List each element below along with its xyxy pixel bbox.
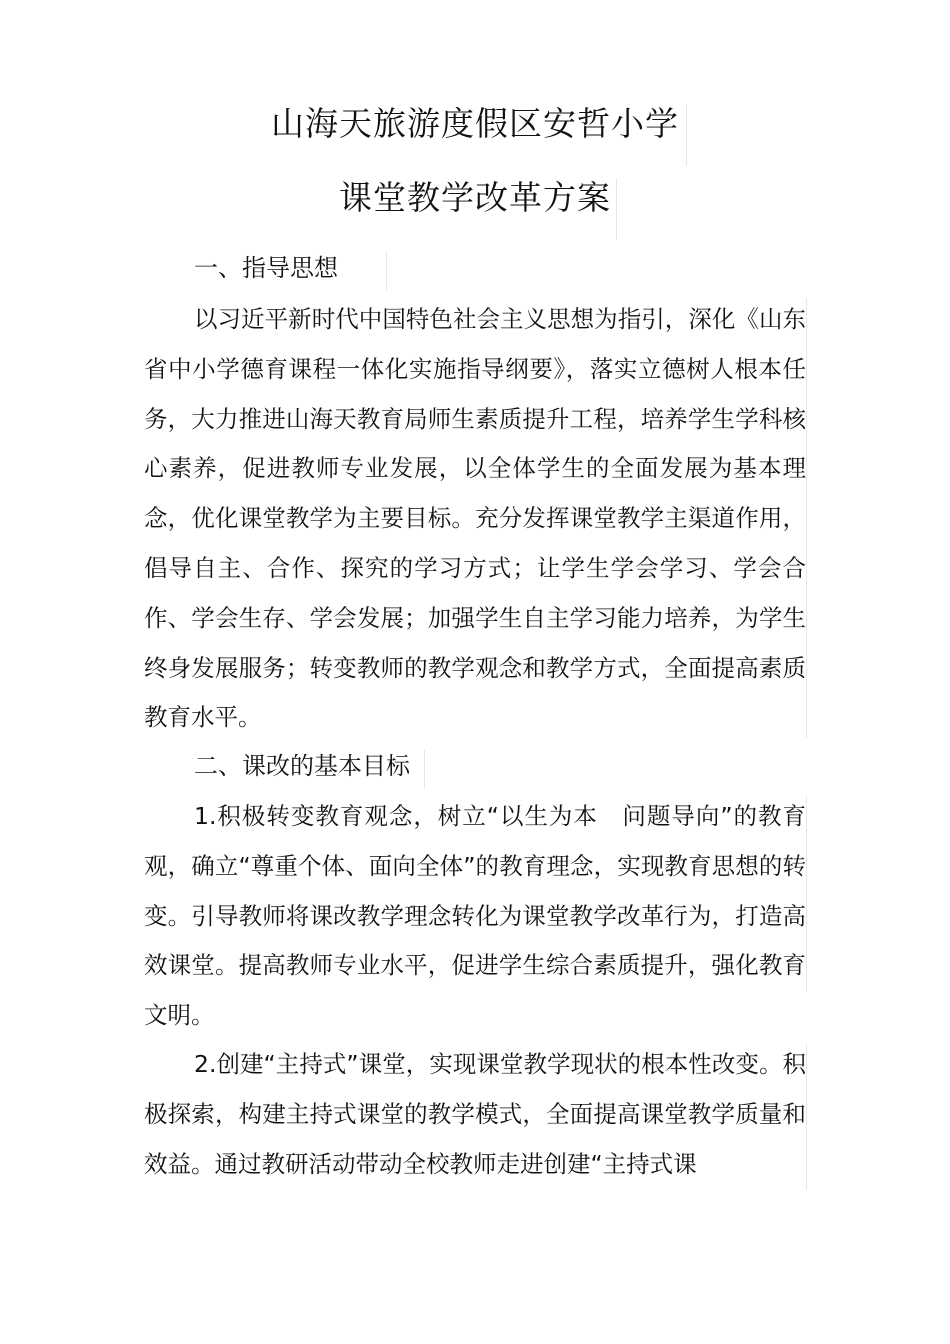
document-title-line1: 山海天旅游度假区安哲小学	[271, 104, 679, 143]
paragraph-goal-2: 2.创建“主持式”课堂，实现课堂教学现状的根本性改变。积极探索，构建主持式课堂的教学模式，全面提高课堂教学质量和效益。通过教研活动带动全校教师走进创建“主持式课	[144, 1050, 806, 1178]
scan-line	[806, 1044, 807, 1190]
scan-line	[616, 178, 617, 240]
paragraph-guiding-thought: 以习近平新时代中国特色社会主义思想为指引，深化《山东省中小学德育课程一体化实施指导纲要》，落实立德树人根本任务，大力推进山海天教育局师生素质提升工程，培养学生学科核心素养，促进教师专业发展，以全体学生的全面发展为基本理念，优化课堂教学为主要目标。充分发挥课堂教学主渠道作用，倡导自主、合作、探究的学习方式；让学生学会学习、学会合作、学会生存、学会发展；加强学生自主学习能力培养，为学生终身发展服务；转变教师的教学观念和教学方式，全面提高素质教育水平。	[144, 305, 806, 732]
document-title-line2: 课堂教学改革方案	[339, 178, 611, 217]
scan-line	[686, 104, 687, 166]
scan-line	[424, 750, 425, 788]
scan-line	[806, 298, 807, 738]
section-heading-guiding-thought: 一、指导思想	[194, 254, 338, 282]
scan-line	[806, 796, 807, 992]
paragraph-goal-1: 1.积极转变教育观念，树立“以生为本 问题导向”的教育观，确立“尊重个体、面向全体”的教育理念，实现教育思想的转变。引导教师将课改教学理念转化为课堂教学改革行为，打造高效课堂。提高教师专业水平，促进学生综合素质提升，强化教育文明。	[144, 802, 806, 1030]
scan-line	[386, 252, 387, 290]
section-heading-basic-goals: 二、课改的基本目标	[194, 752, 410, 780]
